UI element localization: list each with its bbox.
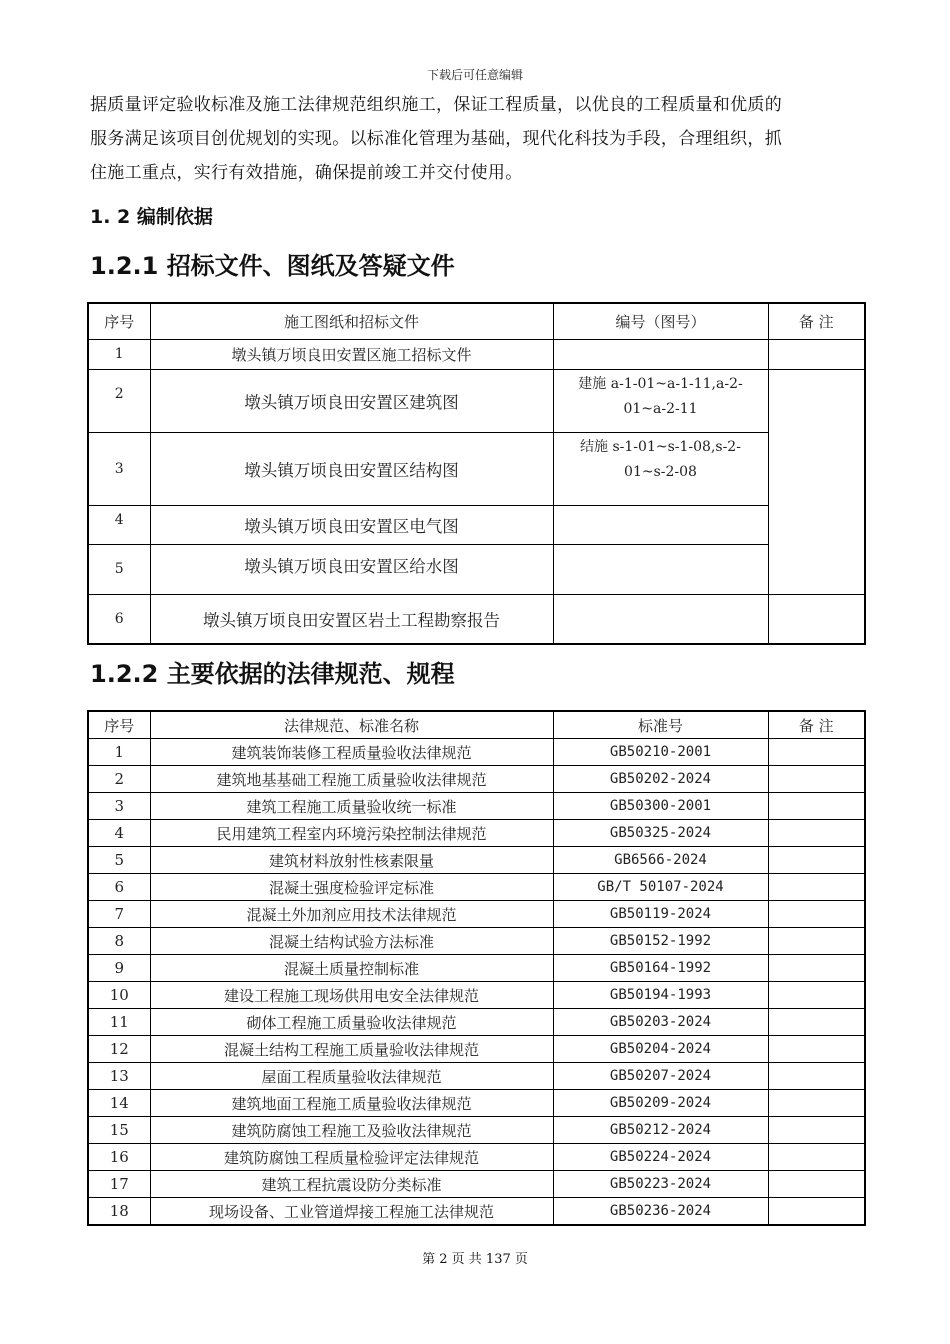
name-cell: 屋面工程质量验收法律规范 (150, 1063, 553, 1090)
name-cell: 墩头镇万顷良田安置区电气图 (150, 505, 553, 544)
remark-cell (768, 982, 865, 1009)
name-cell: 建筑装饰装修工程质量验收法律规范 (150, 739, 553, 766)
remark-cell (768, 1198, 865, 1226)
standard-code-cell: GB50224-2024 (553, 1144, 768, 1171)
table-row (88, 369, 865, 432)
seq-cell: 12 (88, 1036, 150, 1063)
standard-code-cell: GB50203-2024 (553, 1009, 768, 1036)
table-row (88, 1117, 865, 1144)
name-cell: 建筑地面工程施工质量验收法律规范 (150, 1090, 553, 1117)
standard-code-cell: GB50164-1992 (553, 955, 768, 982)
header-cell: 序号 (88, 711, 150, 739)
table-row (88, 1036, 865, 1063)
standard-code-cell: GB50152-1992 (553, 928, 768, 955)
name-cell: 墩头镇万顷良田安置区施工招标文件 (150, 339, 553, 369)
seq-cell: 17 (88, 1171, 150, 1198)
standard-code-cell: GB/T 50107-2024 (553, 874, 768, 901)
seq-cell: 13 (88, 1063, 150, 1090)
remark-cell (768, 847, 865, 874)
name-cell: 混凝土强度检验评定标准 (150, 874, 553, 901)
seq-cell: 11 (88, 1009, 150, 1036)
table-row (88, 1144, 865, 1171)
standard-code-cell: GB50210-2001 (553, 739, 768, 766)
seq-cell: 3 (88, 432, 150, 505)
code-line: 01~s-2-08 (624, 463, 697, 480)
name-cell: 建设工程施工现场供用电安全法律规范 (150, 982, 553, 1009)
seq-cell: 10 (88, 982, 150, 1009)
table-header-row (88, 711, 865, 739)
standard-code-cell: GB50236-2024 (553, 1198, 768, 1226)
code-cell (553, 432, 768, 505)
name-cell: 墩头镇万顷良田安置区建筑图 (150, 369, 553, 432)
name-cell: 砌体工程施工质量验收法律规范 (150, 1009, 553, 1036)
name-cell: 混凝土结构工程施工质量验收法律规范 (150, 1036, 553, 1063)
seq-cell: 4 (88, 505, 150, 544)
seq-cell: 9 (88, 955, 150, 982)
paragraph-line: 服务满足该项目创优规划的实现。以标准化管理为基础，现代化科技为手段，合理组织，抓 (90, 129, 782, 149)
remark-cell (768, 1063, 865, 1090)
seq-cell: 1 (88, 339, 150, 369)
remark-cell (768, 594, 865, 644)
standard-code-cell: GB50204-2024 (553, 1036, 768, 1063)
standard-code-cell: GB6566-2024 (553, 847, 768, 874)
standard-code-cell: GB50119-2024 (553, 901, 768, 928)
name-cell: 现场设备、工业管道焊接工程施工法律规范 (150, 1198, 553, 1226)
seq-cell: 8 (88, 928, 150, 955)
seq-cell: 2 (88, 369, 150, 432)
table-row (88, 928, 865, 955)
header-cell: 备 注 (768, 303, 865, 339)
name-cell: 建筑地基基础工程施工质量验收法律规范 (150, 766, 553, 793)
table-row (88, 982, 865, 1009)
name-cell: 民用建筑工程室内环境污染控制法律规范 (150, 820, 553, 847)
remark-cell (768, 1090, 865, 1117)
remark-cell (768, 739, 865, 766)
seq-cell: 6 (88, 874, 150, 901)
remark-cell (768, 955, 865, 982)
name-cell: 墩头镇万顷良田安置区结构图 (150, 432, 553, 505)
paragraph-line: 住施工重点，实行有效措施，确保提前竣工并交付使用。 (90, 163, 523, 183)
remark-cell (768, 1009, 865, 1036)
standard-code-cell: GB50207-2024 (553, 1063, 768, 1090)
standard-code-cell: GB50223-2024 (553, 1171, 768, 1198)
code-cell (553, 505, 768, 544)
remark-cell (768, 820, 865, 847)
header-cell: 施工图纸和招标文件 (150, 303, 553, 339)
remark-cell (768, 901, 865, 928)
seq-cell: 18 (88, 1198, 150, 1226)
table-row (88, 339, 865, 369)
table-row (88, 874, 865, 901)
name-cell: 混凝土外加剂应用技术法律规范 (150, 901, 553, 928)
code-cell (553, 594, 768, 644)
remark-cell (768, 1117, 865, 1144)
table-row (88, 1198, 865, 1226)
code-cell (553, 369, 768, 432)
standards-table (87, 710, 866, 1226)
seq-cell: 3 (88, 793, 150, 820)
table-row (88, 793, 865, 820)
name-cell: 建筑防腐蚀工程施工及验收法律规范 (150, 1117, 553, 1144)
seq-cell: 5 (88, 544, 150, 594)
name-cell: 建筑材料放射性核素限量 (150, 847, 553, 874)
table-row (88, 955, 865, 982)
table-row (88, 594, 865, 644)
seq-cell: 7 (88, 901, 150, 928)
code-line: 01~a-2-11 (623, 400, 698, 417)
remark-cell (768, 369, 865, 594)
intro-paragraph (90, 88, 865, 190)
code-line: 结施 s-1-01~s-1-08,s-2- (580, 438, 741, 455)
section-heading: 1. 2 编制依据 (90, 206, 213, 228)
remark-cell (768, 874, 865, 901)
name-cell: 建筑工程施工质量验收统一标准 (150, 793, 553, 820)
header-cell: 备 注 (768, 711, 865, 739)
table-row (88, 544, 865, 594)
name-cell: 建筑防腐蚀工程质量检验评定法律规范 (150, 1144, 553, 1171)
seq-cell: 1 (88, 739, 150, 766)
subsection-heading-2: 1.2.2 主要依据的法律规范、规程 (90, 660, 455, 688)
code-line: 建施 a-1-01~a-1-11,a-2- (578, 375, 743, 392)
bidding-documents-table (87, 302, 866, 645)
seq-cell: 14 (88, 1090, 150, 1117)
table-row (88, 1171, 865, 1198)
seq-cell: 16 (88, 1144, 150, 1171)
seq-cell: 5 (88, 847, 150, 874)
table-row (88, 739, 865, 766)
table-row (88, 820, 865, 847)
remark-cell (768, 1144, 865, 1171)
standard-code-cell: GB50300-2001 (553, 793, 768, 820)
remark-cell (768, 793, 865, 820)
table-row (88, 432, 865, 505)
standard-code-cell: GB50202-2024 (553, 766, 768, 793)
standard-code-cell: GB50209-2024 (553, 1090, 768, 1117)
table-row (88, 1063, 865, 1090)
code-cell (553, 544, 768, 594)
code-cell (553, 339, 768, 369)
name-cell: 混凝土结构试验方法标准 (150, 928, 553, 955)
header-cell: 编号（图号） (553, 303, 768, 339)
seq-cell: 15 (88, 1117, 150, 1144)
page-footer: 第 2 页 共 137 页 (422, 1252, 528, 1267)
name-cell: 混凝土质量控制标准 (150, 955, 553, 982)
seq-cell: 2 (88, 766, 150, 793)
seq-cell: 4 (88, 820, 150, 847)
header-cell: 序号 (88, 303, 150, 339)
table-row (88, 847, 865, 874)
remark-cell (768, 339, 865, 369)
table-row (88, 505, 865, 544)
header-cell: 标准号 (553, 711, 768, 739)
remark-cell (768, 766, 865, 793)
remark-cell (768, 1171, 865, 1198)
table-row (88, 1009, 865, 1036)
subsection-heading-1: 1.2.1 招标文件、图纸及答疑文件 (90, 252, 455, 280)
table-row (88, 901, 865, 928)
seq-cell: 6 (88, 594, 150, 644)
table-row (88, 1090, 865, 1117)
standard-code-cell: GB50194-1993 (553, 982, 768, 1009)
table-header-row (88, 303, 865, 339)
name-cell: 墩头镇万顷良田安置区给水图 (150, 544, 553, 594)
paragraph-line: 据质量评定验收标准及施工法律规范组织施工，保证工程质量，以优良的工程质量和优质的 (90, 95, 782, 115)
name-cell: 建筑工程抗震设防分类标准 (150, 1171, 553, 1198)
standard-code-cell: GB50212-2024 (553, 1117, 768, 1144)
header-cell: 法律规范、标准名称 (150, 711, 553, 739)
remark-cell (768, 1036, 865, 1063)
page-header-note: 下载后可任意编辑 (426, 68, 523, 82)
name-cell: 墩头镇万顷良田安置区岩土工程勘察报告 (150, 594, 553, 644)
remark-cell (768, 928, 865, 955)
table-row (88, 766, 865, 793)
standard-code-cell: GB50325-2024 (553, 820, 768, 847)
